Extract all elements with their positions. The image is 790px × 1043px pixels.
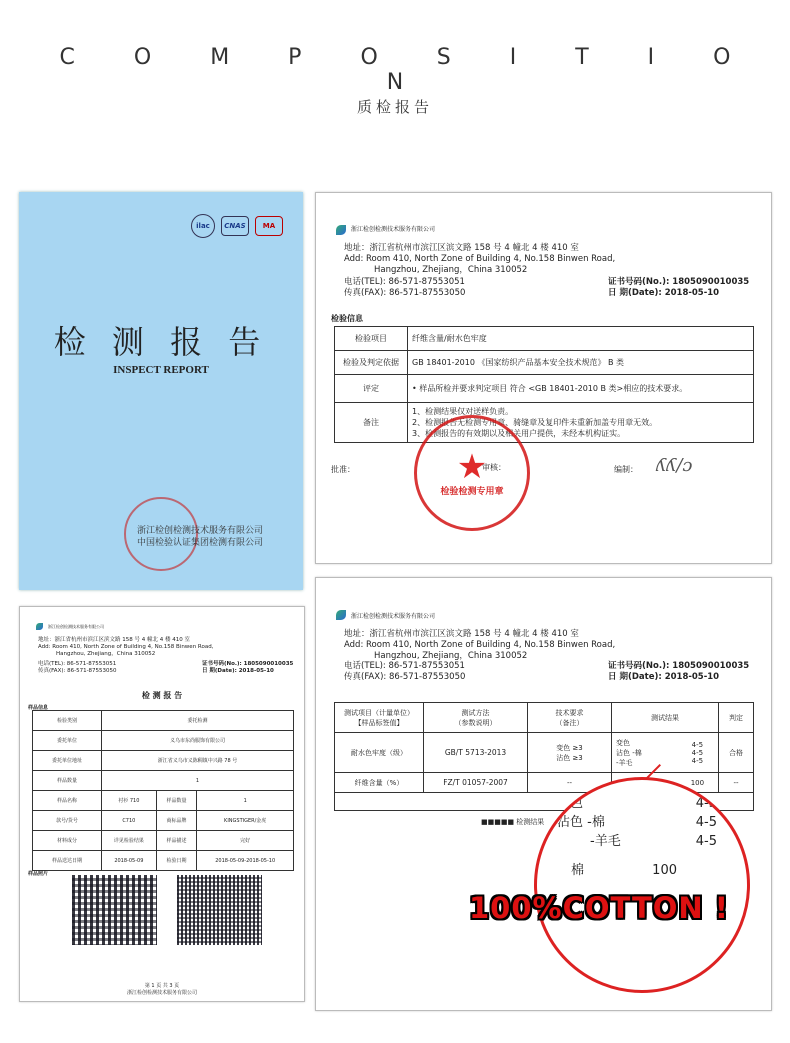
cell: 2018-05-09-2018-05-10 bbox=[197, 851, 294, 871]
cell: C710 bbox=[102, 811, 157, 831]
cert-block bbox=[202, 661, 293, 675]
contact-block bbox=[344, 277, 465, 299]
row-value: 1、检测结果仅对送样负责。 2、检测报告无检测专用章、骑缝章及复印件未重新加盖专用章无效。 3、检测报告的有效期以及相关用户提供，未经本机构证实。 bbox=[408, 403, 754, 443]
address-cn: 地址：浙江省杭州市滨江区滨文路 158 号 4 幢北 4 楼 410 室 bbox=[344, 629, 579, 639]
section-subtitle: 质检报告 bbox=[356, 98, 433, 116]
cell: 样品描述 bbox=[156, 831, 197, 851]
zoom-circle bbox=[534, 777, 750, 993]
report-page-top bbox=[315, 192, 772, 564]
zoom-row bbox=[557, 861, 717, 880]
sample-photo-label: 样品照片 bbox=[28, 871, 49, 877]
fax: 传真(FAX): 86-571-87553050 bbox=[344, 672, 466, 682]
leaf-icon bbox=[336, 225, 346, 235]
zoom-label: 沾色 -棉 bbox=[557, 815, 605, 830]
sample-info-label: 样品信息 bbox=[28, 705, 49, 711]
cell: 义乌市东尚服饰有限公司 bbox=[102, 731, 294, 751]
cell: 变色 ≥3 沾色 ≥3 bbox=[528, 733, 612, 773]
report-logo bbox=[336, 225, 435, 235]
cell: 合格 bbox=[719, 733, 754, 773]
section-label: 检验信息 bbox=[331, 314, 363, 323]
cell: FZ/T 01057-2007 bbox=[424, 773, 528, 793]
table-row bbox=[33, 831, 294, 851]
address-en-2: Hangzhou, Zhejiang，China 310052 bbox=[374, 651, 528, 661]
cert-number: 证书号码(No.): 1805090010035 bbox=[608, 277, 750, 287]
cover-title: 检 测 报 告 bbox=[53, 323, 269, 361]
cell: 完好 bbox=[197, 831, 294, 851]
section-title: C O M P O S I T I O N bbox=[59, 45, 757, 95]
cell: 衬衫 710 bbox=[102, 791, 157, 811]
fax: 传真(FAX): 86-571-87553050 bbox=[344, 288, 466, 298]
report-date: 日 期(Date): 2018-05-10 bbox=[202, 668, 274, 674]
cert-number: 证书号码(No.): 1805090010035 bbox=[202, 661, 294, 667]
leaf-icon bbox=[36, 623, 43, 630]
cover-org-2: 中国检验认证集团检测有限公司 bbox=[136, 538, 263, 548]
cell: 详见检验结果 bbox=[102, 831, 157, 851]
cell: 样品送达日期 bbox=[33, 851, 102, 871]
report-page-left bbox=[19, 606, 305, 1002]
zoom-value: 100 bbox=[652, 863, 677, 878]
col-header: 技术要求 （备注） bbox=[528, 703, 612, 733]
cert-number: 证书号码(No.): 1805090010035 bbox=[608, 661, 750, 671]
address-en-1: Add: Room 410, North Zone of Building 4, No.158 Binwen Road, bbox=[344, 640, 616, 650]
report-logo bbox=[336, 610, 435, 620]
cert-block bbox=[608, 661, 749, 683]
zoom-label: 棉 bbox=[571, 863, 585, 878]
sample-photo-2 bbox=[177, 875, 262, 945]
zoom-label: 变色 bbox=[557, 796, 584, 811]
cell: 1 bbox=[197, 791, 294, 811]
footer-company: 浙江检创检测技术服务有限公司 bbox=[126, 990, 197, 996]
table-row bbox=[335, 403, 754, 443]
table-row bbox=[335, 733, 754, 773]
end-note: ■■■■■ 检测结果 bbox=[481, 818, 545, 826]
report-date: 日 期(Date): 2018-05-10 bbox=[608, 672, 720, 682]
report-date: 日 期(Date): 2018-05-10 bbox=[608, 288, 720, 298]
star-icon: ★ bbox=[456, 446, 488, 487]
cell: 浙江省义乌市义陈稠镇中兴路 78 号 bbox=[102, 751, 294, 771]
address-block bbox=[38, 637, 213, 658]
tel: 电话(TEL): 86-571-87553051 bbox=[38, 661, 117, 667]
row-value: • 样品所检并要求判定项目 符合 <GB 18401-2010 B 类>相应的技术要求。 bbox=[408, 375, 754, 403]
col-header: 测试结果 bbox=[612, 703, 719, 733]
ilac-mra-logo: ilac bbox=[191, 214, 215, 238]
cert-block bbox=[608, 277, 749, 299]
cell: KINGSTIGER/金虎 bbox=[197, 811, 294, 831]
inspection-stamp bbox=[414, 415, 530, 531]
contact-block bbox=[38, 661, 117, 675]
sample-table bbox=[32, 710, 294, 871]
company-name: 浙江检创检测技术服务有限公司 bbox=[351, 226, 436, 233]
cell: -- bbox=[719, 773, 754, 793]
row-label: 备注 bbox=[335, 403, 408, 443]
col-header: 测试项目（计量单位） 【样品标签值】 bbox=[335, 703, 424, 733]
zoom-row bbox=[557, 813, 717, 832]
ma-logo: MA bbox=[255, 216, 283, 236]
cover-logos bbox=[191, 214, 283, 238]
address-en-1: Add: Room 410, North Zone of Building 4, No.158 Binwen Road, bbox=[344, 254, 616, 264]
table-row bbox=[33, 791, 294, 811]
table-row bbox=[33, 711, 294, 731]
cell: 2018-05-09 bbox=[102, 851, 157, 871]
cell: 样品数量 bbox=[33, 771, 102, 791]
address-cn: 地址：浙江省杭州市滨江区滨文路 158 号 4 幢北 4 楼 410 室 bbox=[344, 243, 579, 253]
cell: -- bbox=[528, 773, 612, 793]
zoom-content bbox=[557, 794, 717, 880]
cell: 委托检测 bbox=[102, 711, 294, 731]
cell: 4-5 4-5 4-5 bbox=[677, 733, 719, 773]
cell: 委托单位地址 bbox=[33, 751, 102, 771]
row-label: 检验项目 bbox=[335, 327, 408, 351]
cover-org-1: 浙江检创检测技术服务有限公司 bbox=[136, 526, 263, 536]
cell: 样品数量 bbox=[156, 791, 197, 811]
page-footer bbox=[20, 983, 304, 997]
leaf-icon bbox=[336, 610, 346, 620]
sample-photo-1 bbox=[72, 875, 157, 945]
stamp-text: 检验检测专用章 bbox=[440, 486, 504, 497]
row-label: 检验及判定依据 bbox=[335, 351, 408, 375]
cover-subtitle: INSPECT REPORT bbox=[113, 364, 209, 376]
cell: 1 bbox=[102, 771, 294, 791]
table-row bbox=[33, 771, 294, 791]
cell: 样品名称 bbox=[33, 791, 102, 811]
table-row bbox=[33, 851, 294, 871]
table-row bbox=[33, 731, 294, 751]
cell: 委托单位 bbox=[33, 731, 102, 751]
sign-prepare: 编制： bbox=[614, 465, 638, 474]
cell: 100 bbox=[677, 773, 719, 793]
zoom-value: 4-5 bbox=[695, 834, 717, 849]
tel: 电话(TEL): 86-571-87553051 bbox=[344, 661, 465, 671]
cell: 检验日期 bbox=[156, 851, 197, 871]
company-name: 浙江检创检测技术服务有限公司 bbox=[351, 612, 436, 620]
fax: 传真(FAX): 86-571-87553050 bbox=[38, 668, 117, 674]
row-value: GB 18401-2010 《国家纺织产品基本安全技术规范》 B 类 bbox=[408, 351, 754, 375]
address-block bbox=[344, 629, 754, 662]
company-name: 浙江检创检测技术服务有限公司 bbox=[48, 623, 104, 629]
cell: GB/T 5713-2013 bbox=[424, 733, 528, 773]
report-cover bbox=[19, 192, 303, 590]
signature: ʎʎ/ɔ bbox=[656, 455, 693, 476]
page-number: 第 1 页 共 3 页 bbox=[144, 983, 180, 989]
address-block bbox=[344, 243, 754, 276]
zoom-value: 4-5 bbox=[695, 815, 717, 830]
table-row bbox=[335, 327, 754, 351]
col-header: 判定 bbox=[719, 703, 754, 733]
cell: 纤维含量（%） bbox=[335, 773, 424, 793]
sign-review: 审核： bbox=[482, 463, 506, 472]
contact-block bbox=[344, 661, 465, 683]
row-label: 评定 bbox=[335, 375, 408, 403]
zoom-value: 4-5 bbox=[695, 796, 717, 811]
tel: 电话(TEL): 86-571-87553051 bbox=[344, 277, 465, 287]
cell: 耐水色牢度（级） bbox=[335, 733, 424, 773]
report-logo bbox=[36, 623, 104, 630]
address-cn: 地址：浙江省杭州市滨江区滨文路 158 号 4 幢北 4 楼 410 室 bbox=[38, 637, 190, 643]
cotton-callout: 100%COTTON ! bbox=[469, 891, 730, 925]
zoom-row bbox=[557, 794, 717, 813]
table-row bbox=[33, 751, 294, 771]
address-en-2: Hangzhou, Zhejiang，China 310052 bbox=[56, 651, 156, 657]
table-row bbox=[335, 703, 754, 733]
row-value: 纤维含量/耐水色牢度 bbox=[408, 327, 754, 351]
inspection-table bbox=[334, 326, 754, 443]
table-row bbox=[335, 375, 754, 403]
zoom-label: -羊毛 bbox=[557, 834, 621, 849]
cnas-logo: CNAS bbox=[221, 216, 249, 236]
table-row bbox=[335, 351, 754, 375]
sign-approve: 批准： bbox=[331, 465, 355, 474]
report-heading: 检 测 报 告 bbox=[141, 691, 183, 700]
cell: 款号/货号 bbox=[33, 811, 102, 831]
cell: 检验类别 bbox=[33, 711, 102, 731]
cell: 商标品牌 bbox=[156, 811, 197, 831]
address-en-2: Hangzhou, Zhejiang，China 310052 bbox=[374, 265, 528, 275]
zoom-row bbox=[557, 832, 717, 851]
col-header: 测试方法 （参数说明） bbox=[424, 703, 528, 733]
address-en-1: Add: Room 410, North Zone of Building 4, No.158 Binwen Road, bbox=[38, 644, 214, 650]
cell: 材料成分 bbox=[33, 831, 102, 851]
cell: 变色 沾色 -棉 -羊毛 bbox=[612, 733, 677, 773]
table-row bbox=[33, 811, 294, 831]
